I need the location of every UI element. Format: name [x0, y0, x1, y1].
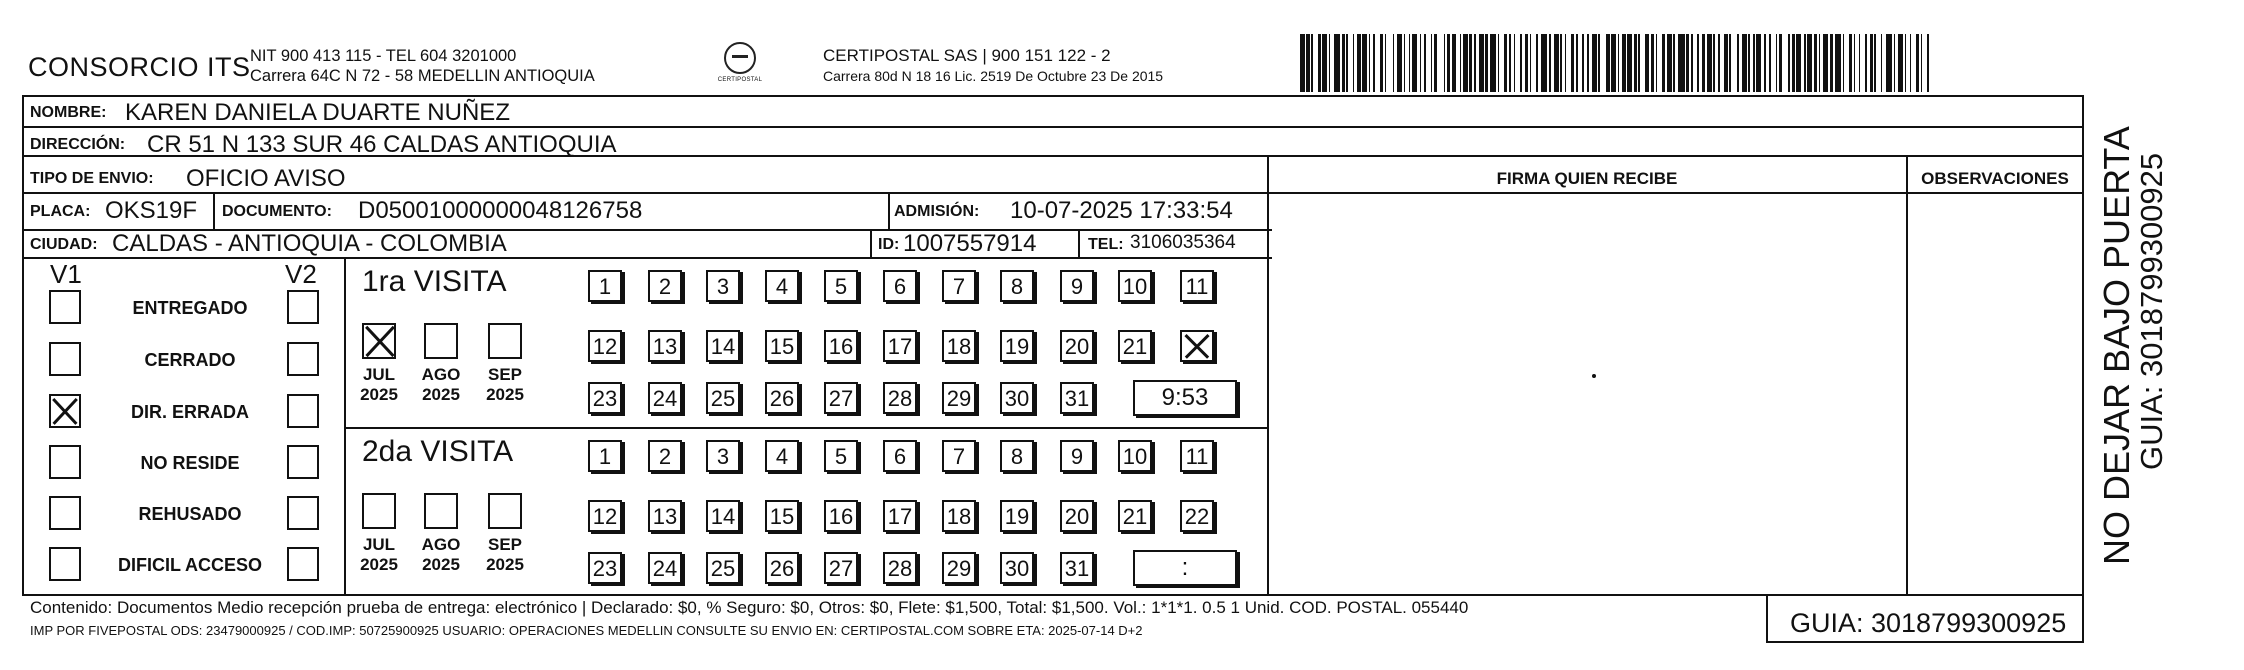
visit-title: 1ra VISITA: [362, 265, 507, 298]
firma-header: FIRMA QUIEN RECIBE: [1496, 169, 1678, 188]
tel-label: TEL:: [1088, 236, 1124, 253]
tipo-envio-value: OFICIO AVISO: [186, 165, 346, 192]
visit-title: 2da VISITA: [362, 435, 514, 468]
day-box[interactable]: 15: [765, 500, 799, 532]
day-box[interactable]: 16: [824, 500, 858, 532]
status-label: ENTREGADO: [132, 298, 248, 318]
side-guia: GUIA: 3018799300925: [2134, 152, 2169, 470]
v1-checkbox[interactable]: [49, 394, 81, 428]
frame-left: [22, 95, 24, 595]
month-checkbox[interactable]: [362, 323, 396, 359]
day-box[interactable]: 10: [1118, 440, 1152, 472]
day-box[interactable]: 4: [765, 440, 799, 472]
v1-checkbox[interactable]: [49, 290, 81, 324]
day-box[interactable]: [1180, 330, 1214, 362]
day-box[interactable]: 4: [765, 270, 799, 302]
v2-checkbox[interactable]: [287, 547, 319, 581]
frame-footer-top: [22, 594, 2084, 596]
day-box[interactable]: 8: [1000, 440, 1034, 472]
ciudad-value: CALDAS - ANTIOQUIA - COLOMBIA: [112, 230, 507, 257]
day-box[interactable]: 31: [1060, 382, 1094, 414]
day-box[interactable]: 25: [706, 382, 740, 414]
day-box[interactable]: 12: [588, 500, 622, 532]
placa-value: OKS19F: [105, 197, 198, 224]
day-box[interactable]: 14: [706, 330, 740, 362]
day-box[interactable]: 7: [942, 440, 976, 472]
day-box[interactable]: 6: [883, 440, 917, 472]
day-box[interactable]: 27: [824, 382, 858, 414]
company-address-line: Carrera 64C N 72 - 58 MEDELLIN ANTIOQUIA: [250, 67, 595, 85]
month-checkbox[interactable]: [362, 493, 396, 529]
day-box[interactable]: 20: [1060, 330, 1094, 362]
id-label: ID:: [878, 236, 900, 253]
v2-checkbox[interactable]: [287, 445, 319, 479]
day-box[interactable]: 5: [824, 270, 858, 302]
frame-right: [2082, 95, 2084, 642]
day-box[interactable]: 30: [1000, 552, 1034, 584]
day-box[interactable]: 21: [1118, 330, 1152, 362]
v2-checkbox[interactable]: [287, 496, 319, 530]
company-info: [250, 46, 595, 86]
admision-label: ADMISIÓN:: [894, 203, 980, 220]
day-box[interactable]: 16: [824, 330, 858, 362]
day-box[interactable]: 1: [588, 440, 622, 472]
courier-nit-line: CERTIPOSTAL SAS | 900 151 122 - 2: [823, 46, 1111, 65]
nombre-value: KAREN DANIELA DUARTE NUÑEZ: [125, 99, 510, 126]
day-box[interactable]: 24: [648, 382, 682, 414]
v2-header: V2: [285, 259, 317, 289]
courier-address-line: Carrera 80d N 18 16 Lic. 2519 De Octubre 23 De 2015: [823, 68, 1164, 84]
day-box[interactable]: 3: [706, 270, 740, 302]
day-box[interactable]: 1: [588, 270, 622, 302]
barcode: [1300, 34, 1932, 92]
company-nit-line: NIT 900 413 115 - TEL 604 3201000: [250, 47, 517, 65]
footer-content-line: Contenido: Documentos Medio recepción prueba de entrega: electrónico | Declarado: $0, % Seguro: $0, Otros: $0, Flete: $1,500, Total: $1,500. Vol.: 1*1*1. 0.5 1 Unid. COD. POSTAL. 055440: [30, 598, 1469, 617]
time-box[interactable]: :: [1133, 550, 1237, 586]
documento-label: DOCUMENTO:: [222, 203, 332, 220]
day-box[interactable]: 2: [648, 270, 682, 302]
day-box[interactable]: 9: [1060, 440, 1094, 472]
day-box[interactable]: 31: [1060, 552, 1094, 584]
frame-top: [22, 95, 2084, 97]
status-label: CERRADO: [144, 350, 236, 370]
id-value: 1007557914: [903, 230, 1037, 257]
day-box[interactable]: 23: [588, 552, 622, 584]
day-box[interactable]: 18: [942, 330, 976, 362]
courier-info: [823, 46, 1163, 86]
day-box[interactable]: 11: [1180, 270, 1214, 302]
month-label: AGO 2025: [421, 535, 461, 574]
v1-header: V1: [50, 259, 82, 289]
day-box[interactable]: 24: [648, 552, 682, 584]
status-label: REHUSADO: [138, 504, 242, 524]
day-box[interactable]: 26: [765, 382, 799, 414]
nombre-label: NOMBRE:: [30, 104, 107, 121]
placa-label: PLACA:: [30, 203, 91, 220]
day-box[interactable]: 19: [1000, 500, 1034, 532]
direccion-value: CR 51 N 133 SUR 46 CALDAS ANTIOQUIA: [147, 131, 617, 158]
day-box[interactable]: 15: [765, 330, 799, 362]
month-checkbox[interactable]: [488, 323, 522, 359]
tel-value: 3106035364: [1130, 232, 1236, 253]
day-box[interactable]: 11: [1180, 440, 1214, 472]
footer-guia: GUIA: 3018799300925: [1790, 608, 2067, 638]
v2-checkbox[interactable]: [287, 342, 319, 376]
footer-print-line: IMP POR FIVEPOSTAL ODS: 23479000925 / COD.IMP: 50725900925 USUARIO: OPERACIONES MEDELLIN CONSULTE SU ENVIO EN: CERTIPOSTAL.COM SOBRE ETA: 2025-07-14 D+2: [30, 623, 1143, 638]
direccion-label: DIRECCIÓN:: [30, 136, 126, 153]
day-box[interactable]: 20: [1060, 500, 1094, 532]
status-label: DIFICIL ACCESO: [117, 555, 262, 575]
day-box[interactable]: 5: [824, 440, 858, 472]
day-box[interactable]: 14: [706, 500, 740, 532]
v1-checkbox[interactable]: [49, 445, 81, 479]
ciudad-label: CIUDAD:: [30, 236, 98, 253]
day-box[interactable]: 10: [1118, 270, 1152, 302]
day-box[interactable]: 13: [648, 500, 682, 532]
v1-checkbox[interactable]: [49, 547, 81, 581]
v2-checkbox[interactable]: [287, 290, 319, 324]
day-box[interactable]: 19: [1000, 330, 1034, 362]
month-checkbox[interactable]: [424, 493, 458, 529]
month-checkbox[interactable]: [488, 493, 522, 529]
day-box[interactable]: 26: [765, 552, 799, 584]
certipostal-logo-icon: CERTIPOSTAL: [715, 42, 765, 92]
month-label: AGO 2025: [421, 365, 461, 404]
time-box[interactable]: 9:53: [1133, 380, 1237, 416]
day-box[interactable]: 3: [706, 440, 740, 472]
day-box[interactable]: 28: [883, 382, 917, 414]
day-box[interactable]: 21: [1118, 500, 1152, 532]
day-box[interactable]: 22: [1180, 500, 1214, 532]
day-box[interactable]: 7: [942, 270, 976, 302]
v1-checkbox[interactable]: [49, 342, 81, 376]
day-box[interactable]: 25: [706, 552, 740, 584]
day-box[interactable]: 17: [883, 330, 917, 362]
day-box[interactable]: 17: [883, 500, 917, 532]
month-label: SEP 2025: [486, 365, 524, 404]
day-box[interactable]: 12: [588, 330, 622, 362]
observaciones-header: OBSERVACIONES: [1921, 169, 2069, 188]
day-box[interactable]: 2: [648, 440, 682, 472]
day-box[interactable]: 30: [1000, 382, 1034, 414]
day-box[interactable]: 23: [588, 382, 622, 414]
status-label: NO RESIDE: [140, 453, 240, 473]
side-warning: NO DEJAR BAJO PUERTA: [2096, 126, 2137, 565]
v1-checkbox[interactable]: [49, 496, 81, 530]
month-label: SEP 2025: [486, 535, 524, 574]
documento-value: D05001000000048126758: [358, 197, 643, 224]
day-box[interactable]: 9: [1060, 270, 1094, 302]
day-box[interactable]: 8: [1000, 270, 1034, 302]
day-box[interactable]: 27: [824, 552, 858, 584]
day-box[interactable]: 28: [883, 552, 917, 584]
day-box[interactable]: 29: [942, 382, 976, 414]
barcode-bar: [1927, 34, 1929, 92]
day-box[interactable]: 13: [648, 330, 682, 362]
day-box[interactable]: 6: [883, 270, 917, 302]
day-box[interactable]: 18: [942, 500, 976, 532]
company-name: CONSORCIO ITS: [28, 52, 251, 82]
day-box[interactable]: 29: [942, 552, 976, 584]
tipo-envio-label: TIPO DE ENVIO:: [30, 170, 154, 187]
month-label: JUL 2025: [360, 365, 398, 404]
admision-value: 10-07-2025 17:33:54: [1010, 197, 1233, 224]
month-label: JUL 2025: [360, 535, 398, 574]
signature-dot: [1592, 374, 1596, 378]
month-checkbox[interactable]: [424, 323, 458, 359]
status-label: DIR. ERRADA: [130, 402, 249, 422]
v2-checkbox[interactable]: [287, 394, 319, 428]
